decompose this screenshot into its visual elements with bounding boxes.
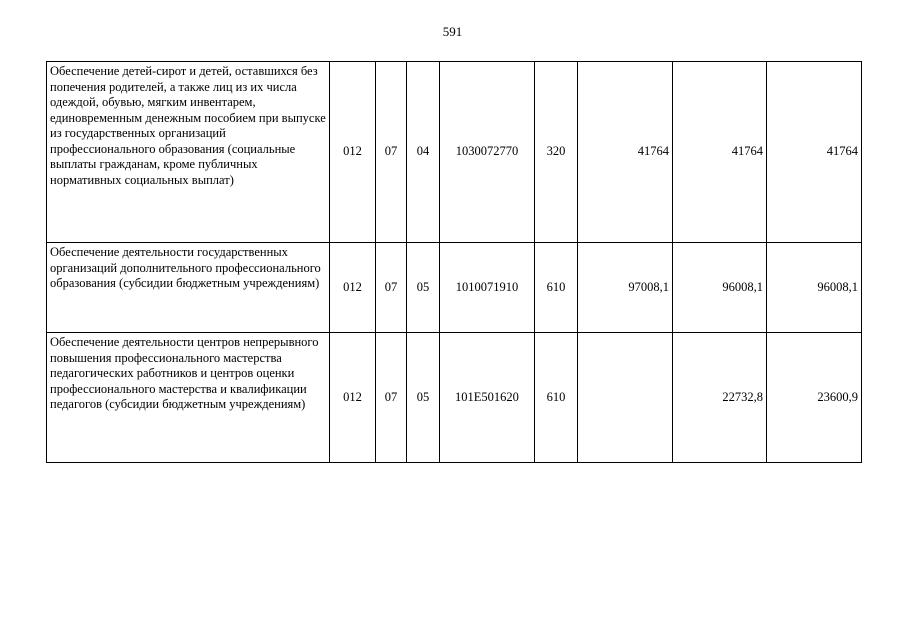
subsection-code: 05 (407, 243, 440, 333)
amount-year-3: 23600,9 (767, 333, 862, 463)
expense-name: Обеспечение деятельности центров непрерывного повышения профессионального мастерства педагогических работников и центров оценки профессионального мастерства и квалификации педагогов (субсидии бюджетным учреждениям) (47, 333, 330, 463)
target-article-code: 1030072770 (440, 62, 535, 243)
budget-table (46, 61, 862, 463)
amount-year-1: 97008,1 (578, 243, 673, 333)
section-code: 07 (376, 333, 407, 463)
table-row (47, 62, 862, 243)
section-code: 07 (376, 62, 407, 243)
target-article-code: 101E501620 (440, 333, 535, 463)
expense-type-code: 610 (535, 243, 578, 333)
expense-type-code: 320 (535, 62, 578, 243)
ministry-code: 012 (330, 333, 376, 463)
target-article-code: 1010071910 (440, 243, 535, 333)
amount-year-1 (578, 333, 673, 463)
amount-year-2: 96008,1 (673, 243, 767, 333)
table-row (47, 243, 862, 333)
amount-year-2: 41764 (673, 62, 767, 243)
expense-name: Обеспечение детей-сирот и детей, оставшихся без попечения родителей, а также лиц из их числа одеждой, обувью, мягким инвентарем, единовременным денежным пособием при выпуске из государственных организаций профессионального образования (социальные выплаты гражданам, кроме публичных нормативных социальных выплат) (47, 62, 330, 243)
expense-name: Обеспечение деятельности государственных организаций дополнительного профессионального образования (субсидии бюджетным учреждениям) (47, 243, 330, 333)
ministry-code: 012 (330, 62, 376, 243)
subsection-code: 05 (407, 333, 440, 463)
amount-year-1: 41764 (578, 62, 673, 243)
section-code: 07 (376, 243, 407, 333)
amount-year-3: 41764 (767, 62, 862, 243)
ministry-code: 012 (330, 243, 376, 333)
table-row (47, 333, 862, 463)
page-number: 591 (442, 24, 463, 39)
expense-type-code: 610 (535, 333, 578, 463)
amount-year-2: 22732,8 (673, 333, 767, 463)
amount-year-3: 96008,1 (767, 243, 862, 333)
subsection-code: 04 (407, 62, 440, 243)
